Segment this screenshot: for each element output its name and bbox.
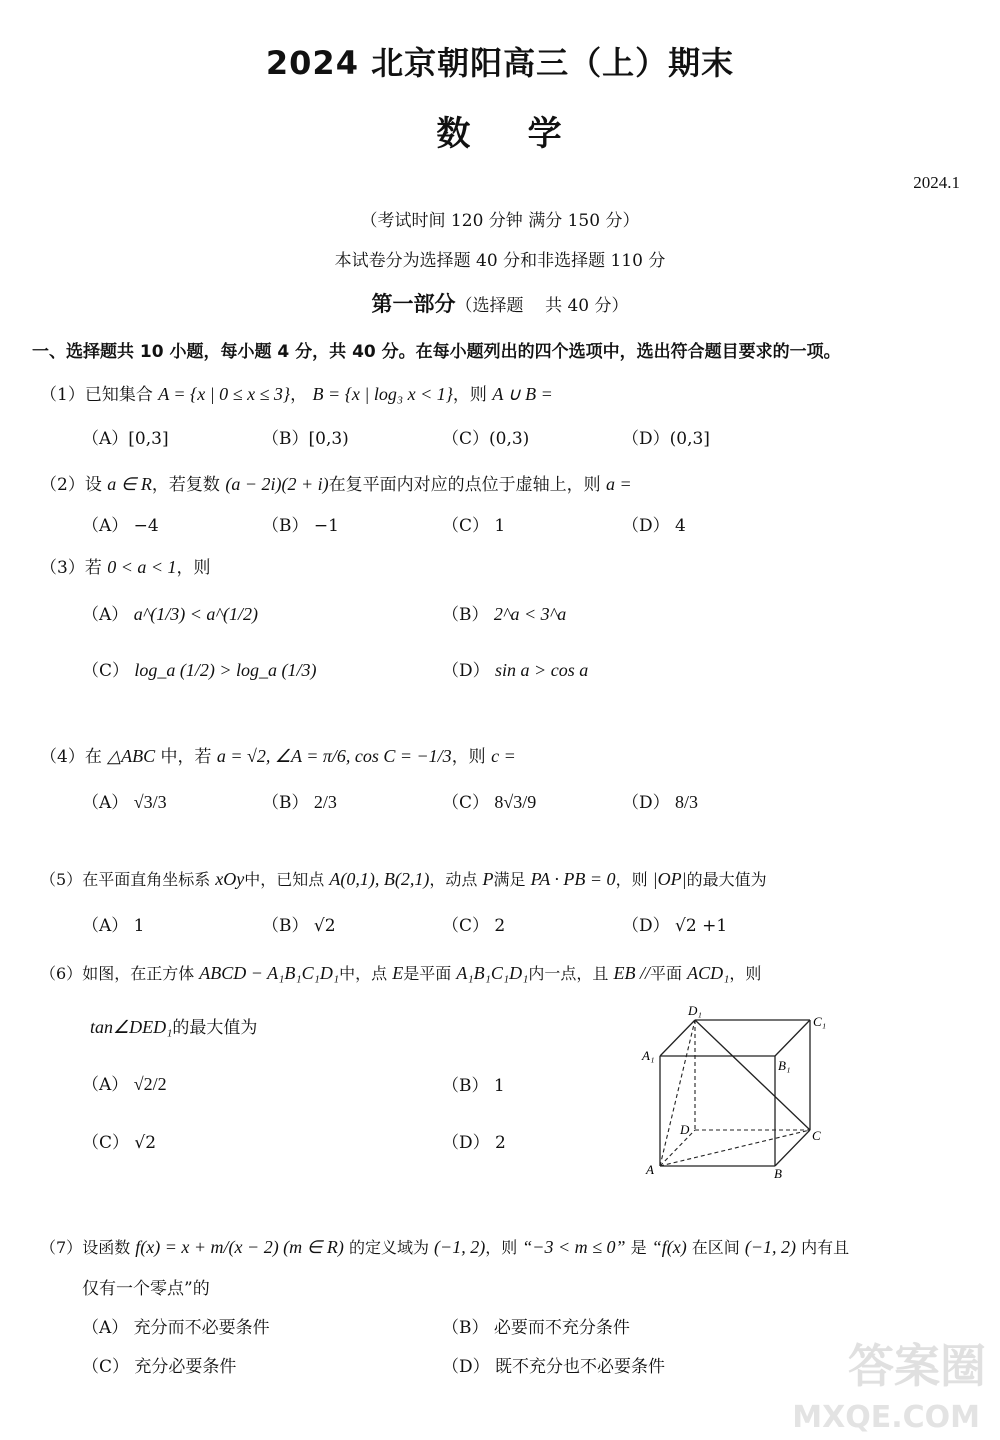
- q5-text-f: 的最大值为: [686, 870, 767, 889]
- q3-option-c-label: （C）: [82, 661, 130, 681]
- q3-option-a-label: （A）: [82, 605, 129, 625]
- page-title: 2024 北京朝阳高三（上）期末: [265, 44, 735, 82]
- q4-option-d: [622, 788, 698, 813]
- q7-text-a: 设函数: [82, 1238, 131, 1257]
- q4-option-c-value: 8√3/9: [494, 792, 537, 812]
- question-6: [40, 961, 761, 984]
- exam-date: 2024.1: [913, 173, 960, 192]
- q1-expr: A ∪ B =: [492, 384, 553, 404]
- q5-p: P: [482, 869, 494, 889]
- q4-option-b: [262, 788, 337, 813]
- q6-text-g: 的最大值为: [172, 1018, 258, 1038]
- q2-complex: (a − 2i)(2 + i): [225, 474, 329, 494]
- q4-option-b-label: （B）: [262, 793, 309, 813]
- q3-option-b-expr: 2^a < 3^a: [493, 604, 567, 624]
- q7-number: （7）: [40, 1238, 83, 1257]
- q7-text-b: 的定义域为: [348, 1238, 429, 1257]
- q3-option-d: [442, 656, 588, 681]
- q4-option-a-value: √3/3: [133, 792, 167, 812]
- q2-number: （2）: [40, 475, 85, 495]
- q1-set-b: B = {x | log₃ x < 1}: [312, 384, 453, 404]
- q2-option-b: （B） −1: [262, 516, 339, 536]
- q3-option-b-label: （B）: [442, 605, 489, 625]
- q6-option-a-label: （A）: [82, 1075, 129, 1095]
- q2-text-b: ，若复数: [151, 475, 220, 495]
- q7-option-b: （B） 必要而不充分条件: [442, 1318, 630, 1338]
- q6-e: E: [392, 963, 404, 983]
- q5-option-d: （D） √2 +1: [622, 916, 728, 936]
- q7-option-c: （C） 充分必要条件: [82, 1357, 237, 1377]
- q1-set-a: A = {x | 0 ≤ x ≤ 3}: [158, 384, 291, 404]
- q7-text-c: ，则: [485, 1238, 518, 1257]
- question-7: [40, 1235, 849, 1258]
- q1-text-a: 已知集合: [84, 385, 153, 405]
- q3-option-b: [442, 600, 566, 625]
- q6-cube: ABCD − A₁B₁C₁D₁: [199, 963, 340, 983]
- q4-option-c-label: （C）: [442, 793, 490, 813]
- q5-points: A(0,1), B(2,1): [329, 869, 430, 889]
- question-1: [40, 380, 553, 405]
- q7-domain: (−1, 2): [434, 1237, 486, 1257]
- q2-option-c: （C） 1: [442, 516, 506, 536]
- q6-text-a: 如图，在正方体: [82, 964, 195, 983]
- q4-condition: a = √2, ∠A = π/6, cos C = −1/3: [216, 746, 452, 766]
- q7-text-d: 是: [630, 1238, 647, 1257]
- q2-option-d: （D） 4: [622, 516, 686, 536]
- q1-number: （1）: [40, 385, 85, 405]
- part-heading: [0, 288, 1000, 318]
- q6-text-e: 平面: [650, 964, 683, 983]
- q1-option-d: （D）(0,3]: [622, 429, 710, 449]
- q5-text-b: 中，已知点: [244, 870, 325, 889]
- q5-option-c: （C） 2: [442, 916, 506, 936]
- q7-text-e: 在区间: [691, 1238, 740, 1257]
- q7-quote1: “−3 < m ≤ 0”: [522, 1237, 626, 1257]
- q6-number: （6）: [40, 964, 83, 983]
- label-b1: B₁: [778, 1058, 791, 1073]
- q1-sep: ，: [290, 385, 308, 405]
- q3-option-d-label: （D）: [442, 661, 490, 681]
- label-b: B: [774, 1166, 782, 1181]
- q2-a-in-r: a ∈ R: [107, 474, 152, 494]
- q6-tan: tan∠DED₁: [90, 1017, 173, 1037]
- q3-text-a: 若: [84, 558, 102, 578]
- label-d: D: [680, 1122, 690, 1137]
- q4-text-b: 中，若: [160, 747, 212, 767]
- q4-option-a: [82, 788, 167, 813]
- q5-number: （5）: [40, 870, 83, 889]
- q5-text-e: ，则: [615, 870, 648, 889]
- question-2: [40, 470, 632, 495]
- q4-text-c: ，则: [451, 747, 486, 767]
- q3-option-d-expr: sin a > cos a: [495, 660, 589, 680]
- watermark-site: MXQE.COM: [792, 1400, 980, 1435]
- q4-option-c: [442, 788, 536, 813]
- q5-text-c: ，动点: [429, 870, 478, 889]
- question-7-line2: 仅有一个零点”的: [82, 1279, 210, 1299]
- q6-option-d: （D） 2: [442, 1133, 506, 1153]
- q6-text-d: 内一点，且: [528, 964, 609, 983]
- q7-function: f(x) = x + m/(x − 2) (m ∈ R): [135, 1237, 344, 1257]
- q6-option-a-value: √2/2: [133, 1074, 167, 1094]
- q7-option-a: （A） 充分而不必要条件: [82, 1318, 270, 1338]
- q3-option-c: [82, 656, 317, 681]
- q4-text-a: 在: [84, 747, 102, 767]
- q6-text-c: 是平面: [403, 964, 452, 983]
- question-6-line2: [90, 1013, 257, 1038]
- q2-text-c: 在复平面内对应的点位于虚轴上，则: [328, 475, 601, 495]
- subject-title: 数 学: [436, 114, 564, 154]
- q2-text-a: 设: [84, 475, 102, 495]
- q1-option-b: （B）[0,3): [262, 429, 349, 449]
- q6-option-b: （B） 1: [442, 1076, 505, 1096]
- q4-option-d-label: （D）: [622, 793, 670, 813]
- q7-interval: (−1, 2): [744, 1237, 797, 1257]
- q4-option-a-label: （A）: [82, 793, 129, 813]
- question-3: [40, 553, 211, 578]
- q3-option-a-expr: a^(1/3) < a^(1/2): [133, 604, 258, 624]
- q5-option-a: （A） 1: [82, 916, 145, 936]
- q1-option-c: （C）(0,3): [442, 429, 530, 449]
- q6-acd: ACD₁: [687, 963, 730, 983]
- q4-number: （4）: [40, 747, 85, 767]
- q7-quote2: “f(x): [651, 1237, 687, 1257]
- q1-text-b: ，则: [452, 385, 487, 405]
- q5-condition: PA · PB = 0: [530, 869, 616, 889]
- q6-eb: EB //: [613, 963, 650, 983]
- label-d1: D₁: [688, 1003, 702, 1018]
- question-4: [40, 742, 516, 767]
- q3-cond: 0 < a < 1: [107, 557, 177, 577]
- label-a1: A₁: [642, 1048, 655, 1063]
- part-title: 第一部分: [371, 292, 456, 316]
- cube-figure: [630, 998, 840, 1183]
- label-a: A: [646, 1162, 654, 1177]
- section-heading: 一、选择题共 10 小题，每小题 4 分，共 40 分。在每小题列出的四个选项中，选出符合题目要求的一项。: [32, 342, 841, 362]
- q6-text-b: 中，点: [339, 964, 388, 983]
- q6-plane: A₁B₁C₁D₁: [456, 963, 529, 983]
- q5-option-b: （B） √2: [262, 916, 336, 936]
- q1-option-a: （A）[0,3]: [82, 429, 169, 449]
- part-subtitle: （选择题 共 40 分）: [455, 296, 629, 316]
- question-5: [40, 867, 767, 890]
- q5-system: xOy: [215, 869, 245, 889]
- exam-time-info: （考试时间 120 分钟 满分 150 分）: [360, 211, 640, 231]
- q7-text-f: 内有且: [801, 1238, 850, 1257]
- q6-option-c: （C） √2: [82, 1133, 157, 1153]
- q4-option-b-value: 2/3: [313, 792, 337, 812]
- q4-option-d-value: 8/3: [675, 792, 699, 812]
- label-c: C: [812, 1128, 821, 1143]
- score-info: 本试卷分为选择题 40 分和非选择题 110 分: [334, 251, 666, 271]
- q3-option-a: [82, 600, 258, 625]
- q2-ask: a =: [606, 474, 632, 494]
- q4-ask: c =: [491, 746, 516, 766]
- q2-option-a: （A） −4: [82, 516, 159, 536]
- q3-number: （3）: [40, 558, 85, 578]
- watermark-logo: 答案圈: [848, 1339, 986, 1393]
- q6-option-a: [82, 1070, 167, 1095]
- q5-text-d: 满足: [493, 870, 526, 889]
- q6-text-f: ，则: [729, 964, 762, 983]
- q7-option-d: （D） 既不充分也不必要条件: [442, 1357, 666, 1377]
- q3-text-b: ，则: [176, 558, 211, 578]
- label-c1: C₁: [813, 1014, 827, 1029]
- q5-op: |OP|: [652, 869, 687, 889]
- q4-triangle: △ABC: [107, 746, 156, 766]
- q3-option-c-expr: log_a (1/2) > log_a (1/3): [134, 660, 317, 680]
- q5-text-a: 在平面直角坐标系: [82, 870, 211, 889]
